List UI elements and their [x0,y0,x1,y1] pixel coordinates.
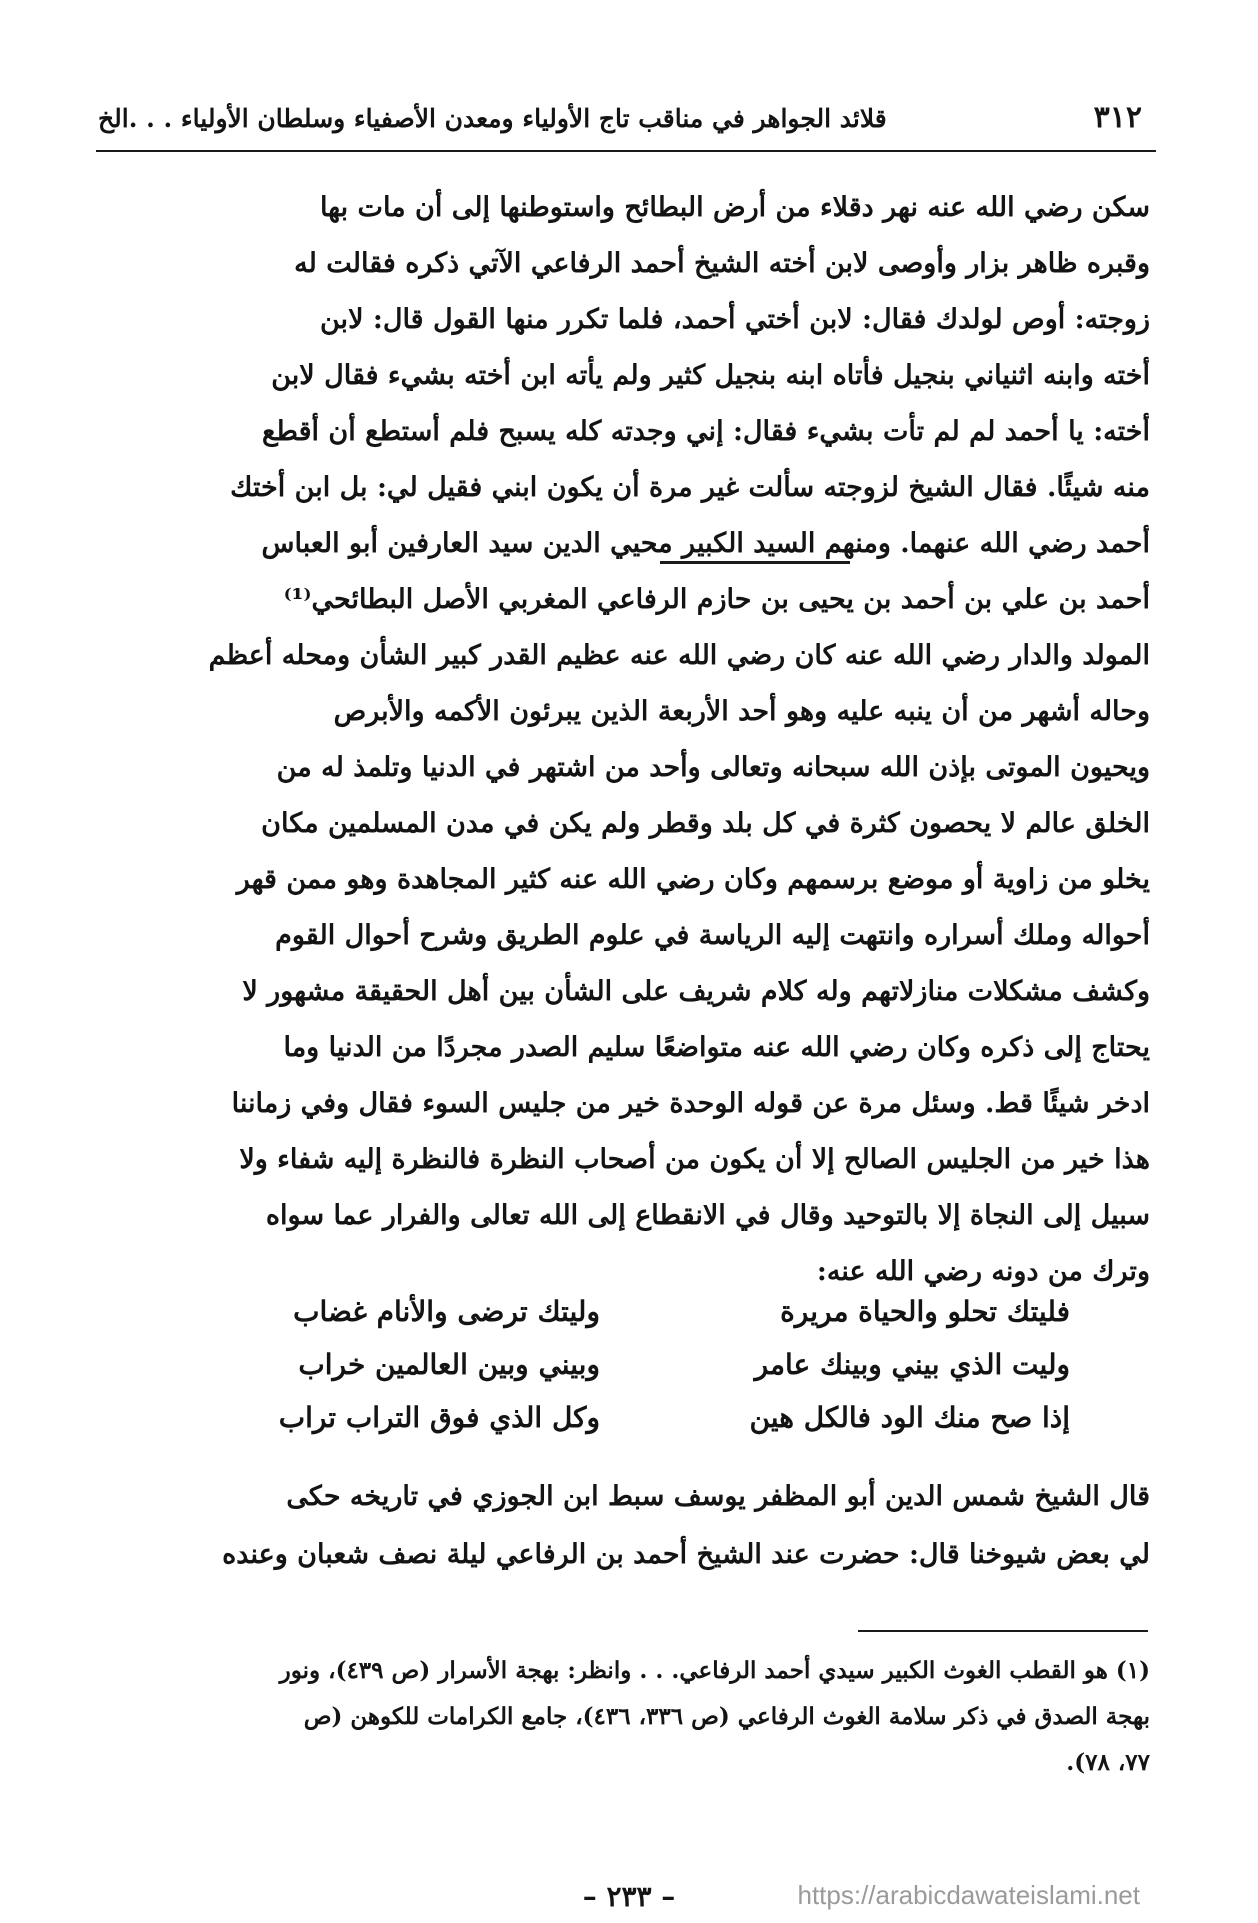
footnotes [88,1648,1150,1786]
watermark-url: https://arabicdawateislami.net [797,1880,1140,1910]
footnote-rule [858,1630,1148,1632]
text-line: أحمد رضي الله عنهما. ومنهم السيد الكبير محيي الدين سيد العارفين أبو العباس [261,528,1150,559]
footnote-line: (١) هو القطب الغوث الكبير سيدي أحمد الرفاعي. . . وانظر: بهجة الأسرار (ص ٤٣٩)، ونور [279,1657,1150,1684]
text-line: وقبره ظاهر بزار وأوصى لابن أخته الشيخ أحمد الرفاعي الآتي ذكره فقالت له [294,248,1150,279]
page-header [80,96,1160,146]
text-line: المولد والدار رضي الله عنه كان رضي الله عنه عظيم القدر كبير الشأن ومحله أعظم [208,640,1150,671]
continuation-text [88,1468,1150,1584]
verse-second-half: وليتك ترضى والأنام غضاب [293,1295,600,1328]
verse-first-half: وليت الذي بيني وبينك عامر [754,1348,1070,1381]
text-line: وكشف مشكلات منازلاتهم وله كلام شريف على الشأن بين أهل الحقيقة مشهور لا [242,976,1150,1007]
running-title: قلائد الجواهر في مناقب تاج الأولياء ومعدن الأصفياء وسلطان الأولياء . . .الخ [98,104,887,133]
footnote-line: بهجة الصدق في ذكر سلامة الغوث الرفاعي (ص ٣٣٦، ٤٣٦)، جامع الكرامات للكوهن (ص [303,1703,1150,1730]
handwritten-underline [660,561,850,564]
text-line: زوجته: أوص لولدك فقال: لابن أختي أحمد، فلما تكرر منها القول قال: لابن [320,304,1150,335]
poem-verses [150,1285,1080,1444]
page-number: ٣١٢ [1093,100,1142,135]
text-line: منه شيئًا. فقال الشيخ لزوجته سألت غير مرة أن يكون ابني فقيل لي: بل ابن أختك [230,472,1150,503]
text-line: أخته: يا أحمد لم لم تأت بشيء فقال: إني وجدته كله يسبح فلم أستطع أن أقطع [262,416,1150,447]
text-line: وحاله أشهر من أن ينبه عليه وهو أحد الأربعة الذين يبرئون الأكمه والأبرص [333,696,1150,727]
text-line: سبيل إلى النجاة إلا بالتوحيد وقال في الانقطاع إلى الله تعالى والفرار عما سواه [265,1200,1150,1231]
text-line: أحمد بن علي بن أحمد بن يحيى بن حازم الرفاعي المغربي الأصل البطائحي⁽¹⁾ [283,584,1150,615]
poem-verse [150,1391,1080,1444]
text-line: ويحيون الموتى بإذن الله سبحانه وتعالى وأحد من اشتهر في الدنيا وتلمذ له من [276,752,1150,783]
main-text [88,180,1150,1300]
text-line: هذا خير من الجليس الصالح إلا أن يكون من أصحاب النظرة فالنظرة إليه شفاء ولا [239,1144,1150,1175]
verse-first-half: فليتك تحلو والحياة مريرة [780,1295,1070,1328]
text-line: وترك من دونه رضي الله عنه: [816,1256,1150,1287]
text-line: يحتاج إلى ذكره وكان رضي الله عنه متواضعًا سليم الصدر مجردًا من الدنيا وما [283,1032,1150,1063]
footnote-line: ٧٧، ٧٨). [1066,1749,1150,1776]
verse-first-half: إذا صح منك الود فالكل هين [749,1401,1070,1434]
poem-verse [150,1338,1080,1391]
text-line: سكن رضي الله عنه نهر دقلاء من أرض البطائح واستوطنها إلى أن مات بها [319,192,1150,223]
header-rule [96,150,1156,152]
text-line: قال الشيخ شمس الدين أبو المظفر يوسف سبط ابن الجوزي في تاريخه حكى [286,1481,1150,1512]
text-line: الخلق عالم لا يحصون كثرة في كل بلد وقطر ولم يكن في مدن المسلمين مكان [261,808,1150,839]
text-line: ادخر شيئًا قط. وسئل مرة عن قوله الوحدة خير من جليس السوء فقال وفي زماننا [231,1088,1150,1119]
verse-second-half: وكل الذي فوق التراب تراب [278,1401,600,1434]
text-line: لي بعض شيوخنا قال: حضرت عند الشيخ أحمد بن الرفاعي ليلة نصف شعبان وعنده [222,1539,1150,1570]
text-line: يخلو من زاوية أو موضع برسمهم وكان رضي الله عنه كثير المجاهدة وهو ممن قهر [236,864,1150,895]
verse-second-half: وبيني وبين العالمين خراب [298,1348,600,1381]
folio-number: – ٢٣٣ – [582,1880,676,1913]
poem-verse [150,1285,1080,1338]
text-line: أخته وابنه اثنياني بنجيل فأتاه ابنه بنجيل كثير ولم يأته ابن أخته بشيء فقال لابن [271,360,1150,391]
text-line: أحواله وملك أسراره وانتهت إليه الرياسة في علوم الطريق وشرح أحوال القوم [275,920,1150,951]
